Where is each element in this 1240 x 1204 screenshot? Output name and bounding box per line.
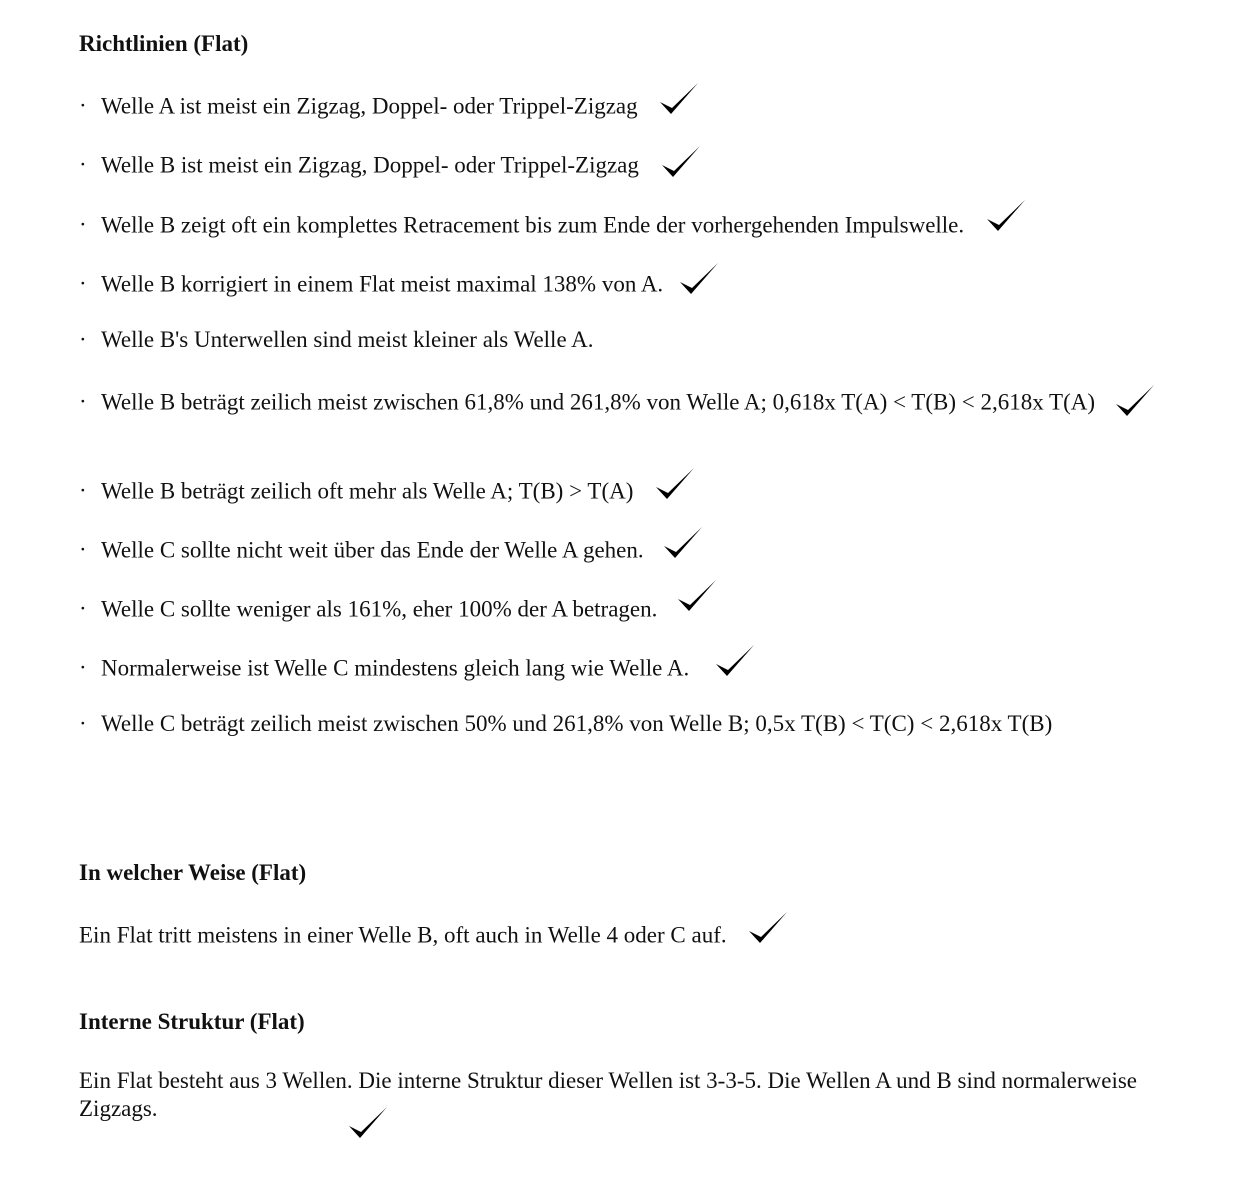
manner-heading: In welcher Weise (Flat) (79, 860, 307, 885)
guideline-item-6 (79, 384, 1189, 424)
checkmark-icon (675, 577, 719, 617)
guideline-item-7 (79, 473, 1189, 513)
checkmark-icon (1113, 382, 1157, 422)
guidelines-heading: Richtlinien (Flat) (79, 31, 249, 56)
checkmark-icon (653, 465, 697, 505)
checkmark-icon (657, 80, 701, 120)
bullet-dot: · (79, 596, 87, 622)
guideline-item-9 (79, 591, 1189, 631)
manner-paragraph (79, 917, 1179, 957)
manner-text: Ein Flat tritt meistens in einer Welle B, oft auch in Welle 4 oder C auf. (79, 922, 727, 948)
guideline-item-4 (79, 266, 1189, 306)
guideline-item-10 (79, 650, 1189, 690)
bullet-dot: · (79, 478, 87, 504)
guideline-text: Welle C beträgt zeilich meist zwischen 50% und 261,8% von Welle B; 0,5x T(B) < T(C) < 2,618x T(B) (101, 711, 1053, 736)
checkmark-icon (746, 909, 790, 949)
checkmark-icon (713, 642, 757, 682)
bullet-dot: · (79, 655, 87, 681)
guideline-text: Welle B beträgt zeilich oft mehr als Welle A; T(B) > T(A) (101, 478, 634, 504)
bullet-dot: · (79, 271, 87, 297)
guideline-text: Welle B beträgt zeilich meist zwischen 61,8% und 261,8% von Welle A; 0,618x T(A) < T(B) < 2,618x T(A) (101, 389, 1096, 415)
bullet-dot: · (79, 152, 87, 178)
guideline-text: Normalerweise ist Welle C mindestens gleich lang wie Welle A. (101, 655, 690, 681)
structure-paragraph (79, 1067, 1179, 1123)
bullet-dot: · (79, 711, 87, 736)
checkmark-icon (661, 524, 705, 564)
guideline-item-8 (79, 532, 1189, 572)
guideline-item-11 (79, 709, 1189, 738)
checkmark-icon (984, 197, 1028, 237)
checkmark-icon (677, 260, 721, 300)
guideline-text: Welle C sollte weniger als 161%, eher 100% der A betragen. (101, 596, 658, 622)
bullet-dot: · (79, 93, 87, 119)
guideline-text: Welle A ist meist ein Zigzag, Doppel- oder Trippel-Zigzag (101, 93, 638, 119)
guideline-text: Welle B's Unterwellen sind meist kleiner als Welle A. (101, 327, 594, 352)
structure-text: Ein Flat besteht aus 3 Wellen. Die interne Struktur dieser Wellen ist 3-3-5. Die Wellen A und B sind normalerweise Zigzags. (79, 1068, 1137, 1121)
bullet-dot: · (79, 537, 87, 563)
checkmark-icon (659, 143, 703, 183)
guideline-item-5 (79, 325, 1189, 354)
guideline-item-1 (79, 88, 1189, 128)
bullet-dot: · (79, 327, 87, 352)
bullet-dot: · (79, 212, 87, 238)
guideline-text: Welle C sollte nicht weit über das Ende der Welle A gehen. (101, 537, 644, 563)
guideline-text: Welle B ist meist ein Zigzag, Doppel- oder Trippel-Zigzag (101, 152, 639, 178)
guideline-item-3 (79, 207, 1189, 247)
structure-heading: Interne Struktur (Flat) (79, 1009, 305, 1034)
guideline-text: Welle B zeigt oft ein komplettes Retracement bis zum Ende der vorhergehenden Impulswelle. (101, 212, 965, 238)
bullet-dot: · (79, 389, 87, 415)
guideline-item-2 (79, 147, 1189, 187)
guideline-text: Welle B korrigiert in einem Flat meist maximal 138% von A. (101, 271, 664, 297)
checkmark-icon (346, 1104, 390, 1144)
